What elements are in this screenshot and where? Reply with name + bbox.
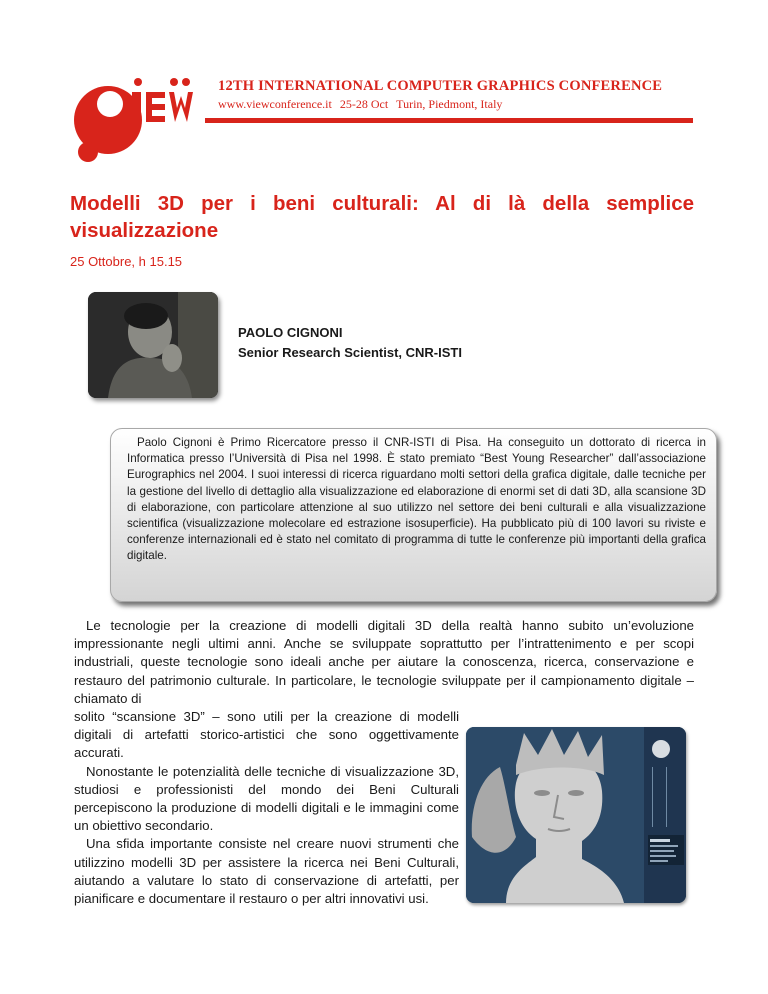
article-column: [74, 708, 459, 908]
speaker-photo: [88, 292, 218, 398]
talk-title-line1: Modelli 3D per i beni culturali: Al di là della semplice: [70, 192, 694, 215]
3d-bust-render: [466, 727, 686, 903]
conference-website[interactable]: www.viewconference.it: [218, 97, 332, 111]
article-paragraph-3: Una sfida importante consiste nel creare nuovi strumenti che utilizzino modelli 3D per assistere la ricerca nei Beni Culturali, aiutando a valutare lo stato di conservazione di artefatti, per pianificare e documentare il restauro o per altri innovativi usi.: [74, 836, 459, 907]
talk-title-line2: visualizzazione: [70, 219, 219, 242]
conference-title: 12TH INTERNATIONAL COMPUTER GRAPHICS CONFERENCE: [218, 78, 663, 94]
view-conference-logo: [70, 62, 210, 172]
speaker-bio-box: [110, 428, 717, 602]
talk-datetime: 25 Ottobre, h 15.15: [70, 254, 183, 269]
article-paragraph-2: Nonostante le potenzialità delle tecniche di visualizzazione 3D, studiosi e professionisti del mondo dei Beni Culturali percepiscono la produzione di modelli digitali e le immagini come un obiettivo secondario.: [74, 763, 459, 834]
conference-dates: 25-28 Oct: [339, 97, 389, 111]
speaker-name: PAOLO CIGNONI: [238, 325, 343, 340]
header-divider: [205, 118, 693, 123]
speaker-bio-text: Paolo Cignoni è Primo Ricercatore presso il CNR-ISTI di Pisa. Ha conseguito un dottorato di ricerca in Informatica presso l’Università di Pisa nel 1998. È stato premiato “Best Young Researcher” dall’associazione Eurographics nel 2004. I suoi interessi di ricerca riguardano molti settori della grafica digitale, dalle tecniche per la gestione del livello di dettaglio alla visualizzazione ed elaborazione di enormi set di dati 3D, alla scansione 3D di elaborazione, con particolare attenzione al suo utilizzo nel settore dei beni culturali e alla visualizzazione scientifica (visualizzazione molecolare ed estrazione isosuperficie). Ha pubblicato più di 100 lavori su riviste e conferenze internazionali ed è stato nel comitato di programma di tutte le conferenze più importanti della grafica digitale.: [127, 436, 706, 563]
talk-title: [70, 190, 694, 244]
conference-location: Turin, Piedmont, Italy: [396, 97, 503, 111]
speaker-role: Senior Research Scientist, CNR-ISTI: [238, 345, 462, 360]
article-intro-continued: solito “scansione 3D” – sono utili per la creazione di modelli digitali di artefatti storico-artistici che sono oggettivamente accurati.: [74, 709, 459, 761]
article-intro: Le tecnologie per la creazione di modelli digitali 3D della realtà hanno subito un’evoluzione impressionante negli ultimi anni. Anche se sviluppate soprattutto per l’intrattenimento e per scopi industriali, queste tecnologie sono ideali anche per aiutare la conoscenza, ricerca, conservazione e restauro del patrimonio culturale. In particolare, le tecnologie sviluppate per il campionamento digitale – chiamato di: [74, 618, 694, 706]
conference-info: [218, 97, 510, 112]
